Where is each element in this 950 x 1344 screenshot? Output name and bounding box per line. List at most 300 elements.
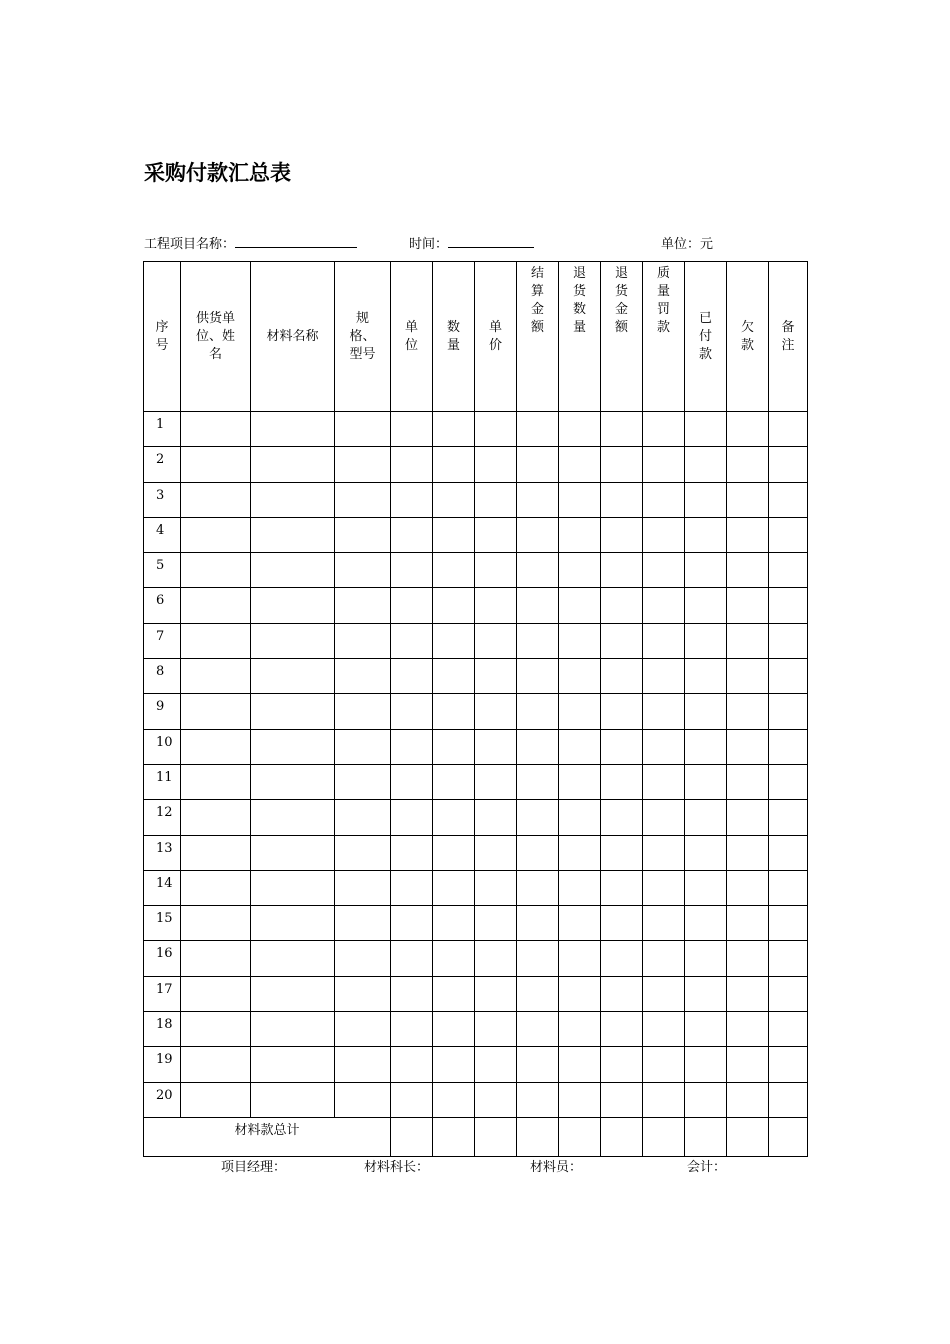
table-cell[interactable]	[391, 623, 433, 658]
total-cell[interactable]	[559, 1117, 601, 1156]
table-cell[interactable]	[517, 1012, 559, 1047]
table-cell[interactable]	[727, 659, 769, 694]
table-cell[interactable]	[727, 517, 769, 552]
table-cell[interactable]	[769, 941, 808, 976]
table-cell[interactable]	[559, 1082, 601, 1117]
table-cell[interactable]	[475, 412, 517, 447]
footer-manager: 项目经理：	[221, 1160, 287, 1175]
table-cell[interactable]	[335, 835, 391, 870]
table-cell[interactable]	[181, 835, 251, 870]
table-cell[interactable]	[769, 694, 808, 729]
table-cell[interactable]	[559, 1012, 601, 1047]
table-cell[interactable]	[643, 588, 685, 623]
table-cell[interactable]	[727, 941, 769, 976]
table-cell[interactable]	[727, 729, 769, 764]
table-cell[interactable]	[685, 694, 727, 729]
table-cell[interactable]	[601, 1047, 643, 1082]
table-cell[interactable]	[685, 447, 727, 482]
table-cell[interactable]	[181, 623, 251, 658]
table-cell[interactable]	[517, 941, 559, 976]
table-cell[interactable]	[391, 729, 433, 764]
table-cell[interactable]	[475, 1012, 517, 1047]
table-cell[interactable]	[685, 1047, 727, 1082]
table-cell[interactable]	[685, 800, 727, 835]
table-cell[interactable]	[251, 1047, 335, 1082]
table-cell[interactable]	[601, 623, 643, 658]
table-cell[interactable]	[335, 553, 391, 588]
table-cell[interactable]	[391, 659, 433, 694]
table-cell[interactable]	[391, 835, 433, 870]
table-cell[interactable]	[433, 906, 475, 941]
table-cell[interactable]	[181, 729, 251, 764]
table-cell[interactable]	[251, 800, 335, 835]
table-cell[interactable]	[335, 729, 391, 764]
project-name-blank[interactable]	[235, 235, 357, 248]
table-cell[interactable]	[685, 941, 727, 976]
table-cell[interactable]	[769, 729, 808, 764]
header-index: 序 号	[144, 262, 181, 412]
table-cell[interactable]	[335, 764, 391, 799]
table-cell[interactable]	[335, 1082, 391, 1117]
table-cell[interactable]	[475, 906, 517, 941]
table-cell[interactable]	[475, 447, 517, 482]
table-cell[interactable]	[335, 517, 391, 552]
table-cell[interactable]	[391, 976, 433, 1011]
table-cell[interactable]	[475, 729, 517, 764]
table-cell[interactable]	[433, 447, 475, 482]
table-cell[interactable]	[643, 941, 685, 976]
table-cell[interactable]	[601, 412, 643, 447]
row-index	[144, 800, 181, 835]
header-return-qty: 退 货 数 量	[559, 262, 601, 412]
total-label: 材料款总计	[144, 1117, 391, 1156]
table-cell[interactable]	[391, 482, 433, 517]
table-cell[interactable]	[643, 623, 685, 658]
table-cell[interactable]	[251, 835, 335, 870]
table-cell[interactable]	[769, 870, 808, 905]
table-cell[interactable]	[685, 764, 727, 799]
table-cell[interactable]	[601, 517, 643, 552]
table-cell[interactable]	[727, 482, 769, 517]
table-cell[interactable]	[475, 976, 517, 1011]
table-cell[interactable]	[251, 729, 335, 764]
table-cell[interactable]	[475, 694, 517, 729]
table-cell[interactable]	[251, 976, 335, 1011]
table-cell[interactable]	[727, 764, 769, 799]
table-cell[interactable]	[391, 588, 433, 623]
table-cell[interactable]	[517, 800, 559, 835]
table-cell[interactable]	[517, 553, 559, 588]
table-cell[interactable]	[727, 447, 769, 482]
table-cell[interactable]	[727, 800, 769, 835]
table-cell[interactable]	[685, 412, 727, 447]
table-cell[interactable]	[335, 588, 391, 623]
table-cell[interactable]	[433, 588, 475, 623]
table-cell[interactable]	[685, 870, 727, 905]
table-cell[interactable]	[335, 1047, 391, 1082]
table-cell[interactable]	[727, 1082, 769, 1117]
table-cell[interactable]	[769, 623, 808, 658]
table-row	[144, 906, 808, 941]
table-cell[interactable]	[727, 1047, 769, 1082]
table-cell[interactable]	[251, 623, 335, 658]
table-cell[interactable]	[181, 1012, 251, 1047]
row-index	[144, 517, 181, 552]
table-cell[interactable]	[643, 835, 685, 870]
table-cell[interactable]	[685, 976, 727, 1011]
table-cell[interactable]	[181, 482, 251, 517]
table-cell[interactable]	[769, 764, 808, 799]
table-cell[interactable]	[475, 1047, 517, 1082]
table-cell[interactable]	[181, 588, 251, 623]
table-cell[interactable]	[335, 482, 391, 517]
table-cell[interactable]	[517, 764, 559, 799]
table-cell[interactable]	[601, 482, 643, 517]
table-cell[interactable]	[643, 729, 685, 764]
table-cell[interactable]	[643, 906, 685, 941]
table-cell[interactable]	[335, 694, 391, 729]
table-cell[interactable]	[685, 659, 727, 694]
header-quality-penalty: 质 量 罚 款	[643, 262, 685, 412]
table-cell[interactable]	[643, 870, 685, 905]
table-cell[interactable]	[727, 412, 769, 447]
table-cell[interactable]	[335, 1012, 391, 1047]
header-material: 材料名称	[251, 262, 335, 412]
table-cell[interactable]	[391, 870, 433, 905]
table-cell[interactable]	[559, 412, 601, 447]
table-cell[interactable]	[559, 517, 601, 552]
table-cell[interactable]	[601, 870, 643, 905]
row-index	[144, 764, 181, 799]
table-cell[interactable]	[601, 447, 643, 482]
table-cell[interactable]	[685, 729, 727, 764]
table-cell[interactable]	[601, 1082, 643, 1117]
table-cell[interactable]	[475, 659, 517, 694]
table-cell[interactable]	[475, 941, 517, 976]
table-cell[interactable]	[769, 517, 808, 552]
table-cell[interactable]	[251, 1012, 335, 1047]
table-cell[interactable]	[433, 729, 475, 764]
table-cell[interactable]	[181, 412, 251, 447]
table-cell[interactable]	[643, 800, 685, 835]
table-cell[interactable]	[727, 694, 769, 729]
table-cell[interactable]	[559, 941, 601, 976]
table-cell[interactable]	[769, 1012, 808, 1047]
table-cell[interactable]	[335, 623, 391, 658]
table-cell[interactable]	[251, 941, 335, 976]
table-cell[interactable]	[181, 976, 251, 1011]
table-cell[interactable]	[181, 694, 251, 729]
table-cell[interactable]	[335, 906, 391, 941]
table-cell[interactable]	[517, 835, 559, 870]
table-cell[interactable]	[181, 517, 251, 552]
table-cell[interactable]	[181, 659, 251, 694]
table-cell[interactable]	[433, 553, 475, 588]
table-cell[interactable]	[727, 835, 769, 870]
table-cell[interactable]	[769, 412, 808, 447]
page-title: 采购付款汇总表	[144, 161, 291, 185]
table-cell[interactable]	[727, 870, 769, 905]
table-cell[interactable]	[769, 482, 808, 517]
table-cell[interactable]	[335, 941, 391, 976]
table-cell[interactable]	[685, 553, 727, 588]
table-cell[interactable]	[517, 694, 559, 729]
table-cell[interactable]	[391, 1047, 433, 1082]
total-cell[interactable]	[685, 1117, 727, 1156]
total-cell[interactable]	[601, 1117, 643, 1156]
table-cell[interactable]	[559, 623, 601, 658]
unit-field	[661, 233, 713, 252]
table-cell[interactable]	[251, 447, 335, 482]
table-cell[interactable]	[559, 870, 601, 905]
table-cell[interactable]	[433, 941, 475, 976]
table-cell[interactable]	[475, 1082, 517, 1117]
row-number: 15	[156, 911, 173, 927]
footer-clerk: 材料员：	[530, 1160, 583, 1175]
table-cell[interactable]	[251, 588, 335, 623]
table-cell[interactable]	[251, 906, 335, 941]
table-cell[interactable]	[475, 517, 517, 552]
table-cell[interactable]	[391, 1012, 433, 1047]
total-cell[interactable]	[517, 1117, 559, 1156]
total-cell[interactable]	[475, 1117, 517, 1156]
table-cell[interactable]	[643, 482, 685, 517]
table-cell[interactable]	[769, 800, 808, 835]
table-cell[interactable]	[643, 764, 685, 799]
table-cell[interactable]	[769, 1082, 808, 1117]
table-cell[interactable]	[727, 976, 769, 1011]
table-cell[interactable]	[559, 694, 601, 729]
row-index	[144, 1082, 181, 1117]
table-cell[interactable]	[335, 447, 391, 482]
table-cell[interactable]	[181, 1082, 251, 1117]
table-cell[interactable]	[391, 906, 433, 941]
table-cell[interactable]	[391, 694, 433, 729]
table-cell[interactable]	[391, 800, 433, 835]
table-cell[interactable]	[433, 517, 475, 552]
table-cell[interactable]	[727, 588, 769, 623]
table-cell[interactable]	[517, 623, 559, 658]
table-row	[144, 447, 808, 482]
table-cell[interactable]	[517, 659, 559, 694]
table-cell[interactable]	[643, 517, 685, 552]
table-cell[interactable]	[643, 1012, 685, 1047]
table-cell[interactable]	[769, 659, 808, 694]
table-cell[interactable]	[601, 800, 643, 835]
total-cell[interactable]	[643, 1117, 685, 1156]
table-cell[interactable]	[559, 659, 601, 694]
table-cell[interactable]	[643, 694, 685, 729]
table-cell[interactable]	[517, 447, 559, 482]
table-cell[interactable]	[181, 941, 251, 976]
table-cell[interactable]	[475, 835, 517, 870]
table-cell[interactable]	[251, 694, 335, 729]
table-cell[interactable]	[559, 588, 601, 623]
table-cell[interactable]	[181, 447, 251, 482]
table-cell[interactable]	[559, 800, 601, 835]
table-cell[interactable]	[517, 870, 559, 905]
table-cell[interactable]	[433, 1012, 475, 1047]
table-cell[interactable]	[475, 553, 517, 588]
table-cell[interactable]	[475, 870, 517, 905]
table-cell[interactable]	[517, 729, 559, 764]
table-cell[interactable]	[251, 412, 335, 447]
table-cell[interactable]	[433, 800, 475, 835]
table-cell[interactable]	[601, 1012, 643, 1047]
table-cell[interactable]	[685, 623, 727, 658]
table-cell[interactable]	[601, 553, 643, 588]
table-cell[interactable]	[251, 482, 335, 517]
table-cell[interactable]	[727, 623, 769, 658]
table-cell[interactable]	[685, 1082, 727, 1117]
table-cell[interactable]	[251, 517, 335, 552]
table-cell[interactable]	[685, 588, 727, 623]
table-cell[interactable]	[475, 588, 517, 623]
table-cell[interactable]	[335, 412, 391, 447]
table-cell[interactable]	[769, 976, 808, 1011]
table-cell[interactable]	[643, 447, 685, 482]
table-cell[interactable]	[643, 976, 685, 1011]
table-cell[interactable]	[643, 553, 685, 588]
table-cell[interactable]	[433, 623, 475, 658]
table-cell[interactable]	[433, 482, 475, 517]
table-cell[interactable]	[559, 976, 601, 1011]
table-cell[interactable]	[181, 1047, 251, 1082]
table-cell[interactable]	[685, 1012, 727, 1047]
table-cell[interactable]	[517, 412, 559, 447]
table-cell[interactable]	[433, 659, 475, 694]
header-unit: 单 位	[391, 262, 433, 412]
total-cell[interactable]	[769, 1117, 808, 1156]
table-cell[interactable]	[727, 906, 769, 941]
table-cell[interactable]	[181, 800, 251, 835]
table-cell[interactable]	[475, 482, 517, 517]
table-cell[interactable]	[517, 482, 559, 517]
header-settlement: 结 算 金 额	[517, 262, 559, 412]
table-cell[interactable]	[643, 1047, 685, 1082]
table-cell[interactable]	[251, 1082, 335, 1117]
table-cell[interactable]	[251, 870, 335, 905]
table-cell[interactable]	[601, 729, 643, 764]
table-cell[interactable]	[601, 906, 643, 941]
table-cell[interactable]	[433, 412, 475, 447]
table-cell[interactable]	[391, 764, 433, 799]
table-cell[interactable]	[475, 623, 517, 658]
table-cell[interactable]	[727, 1012, 769, 1047]
table-cell[interactable]	[517, 906, 559, 941]
time-blank[interactable]	[448, 235, 534, 248]
row-index	[144, 941, 181, 976]
table-cell[interactable]	[769, 835, 808, 870]
table-cell[interactable]	[685, 517, 727, 552]
table-cell[interactable]	[433, 1082, 475, 1117]
table-cell[interactable]	[391, 412, 433, 447]
total-cell[interactable]	[391, 1117, 433, 1156]
table-cell[interactable]	[643, 659, 685, 694]
table-cell[interactable]	[601, 941, 643, 976]
table-cell[interactable]	[251, 764, 335, 799]
table-cell[interactable]	[559, 764, 601, 799]
table-cell[interactable]	[643, 1082, 685, 1117]
table-cell[interactable]	[559, 482, 601, 517]
table-cell[interactable]	[251, 659, 335, 694]
table-cell[interactable]	[601, 764, 643, 799]
table-cell[interactable]	[251, 553, 335, 588]
table-cell[interactable]	[391, 1082, 433, 1117]
table-cell[interactable]	[559, 553, 601, 588]
table-cell[interactable]	[559, 835, 601, 870]
table-cell[interactable]	[181, 764, 251, 799]
table-cell[interactable]	[433, 1047, 475, 1082]
table-cell[interactable]	[391, 517, 433, 552]
table-cell[interactable]	[559, 906, 601, 941]
table-cell[interactable]	[685, 906, 727, 941]
table-cell[interactable]	[601, 588, 643, 623]
table-cell[interactable]	[517, 976, 559, 1011]
table-cell[interactable]	[433, 694, 475, 729]
table-cell[interactable]	[643, 412, 685, 447]
project-name-label: 工程项目名称：	[144, 237, 236, 252]
table-cell[interactable]	[559, 1047, 601, 1082]
row-number: 5	[156, 558, 165, 574]
table-cell[interactable]	[559, 729, 601, 764]
table-cell[interactable]	[181, 553, 251, 588]
table-cell[interactable]	[335, 870, 391, 905]
unit-label: 单位：元	[661, 237, 714, 252]
table-cell[interactable]	[181, 870, 251, 905]
table-cell[interactable]	[769, 588, 808, 623]
table-cell[interactable]	[601, 659, 643, 694]
row-number: 6	[156, 593, 165, 609]
table-cell[interactable]	[391, 941, 433, 976]
header-quantity: 数 量	[433, 262, 475, 412]
table-cell[interactable]	[475, 800, 517, 835]
table-cell[interactable]	[433, 764, 475, 799]
row-number: 8	[156, 664, 165, 680]
table-row	[144, 623, 808, 658]
table-cell[interactable]	[769, 553, 808, 588]
table-cell[interactable]	[335, 800, 391, 835]
table-cell[interactable]	[433, 870, 475, 905]
table-cell[interactable]	[475, 764, 517, 799]
table-cell[interactable]	[517, 1047, 559, 1082]
table-cell[interactable]	[517, 1082, 559, 1117]
table-cell[interactable]	[181, 906, 251, 941]
table-cell[interactable]	[517, 588, 559, 623]
table-cell[interactable]	[685, 482, 727, 517]
table-cell[interactable]	[335, 659, 391, 694]
table-cell[interactable]	[559, 447, 601, 482]
table-cell[interactable]	[769, 1047, 808, 1082]
table-cell[interactable]	[433, 835, 475, 870]
table-cell[interactable]	[601, 694, 643, 729]
table-cell[interactable]	[769, 447, 808, 482]
table-cell[interactable]	[391, 553, 433, 588]
footer-accountant: 会计：	[687, 1160, 727, 1175]
table-cell[interactable]	[601, 976, 643, 1011]
table-cell[interactable]	[685, 835, 727, 870]
table-cell[interactable]	[727, 553, 769, 588]
total-cell[interactable]	[727, 1117, 769, 1156]
footer-section-chief: 材料科长：	[364, 1160, 430, 1175]
table-cell[interactable]	[601, 835, 643, 870]
table-cell[interactable]	[433, 976, 475, 1011]
table-cell[interactable]	[391, 447, 433, 482]
table-cell[interactable]	[517, 517, 559, 552]
table-cell[interactable]	[335, 976, 391, 1011]
table-cell[interactable]	[769, 906, 808, 941]
total-cell[interactable]	[433, 1117, 475, 1156]
